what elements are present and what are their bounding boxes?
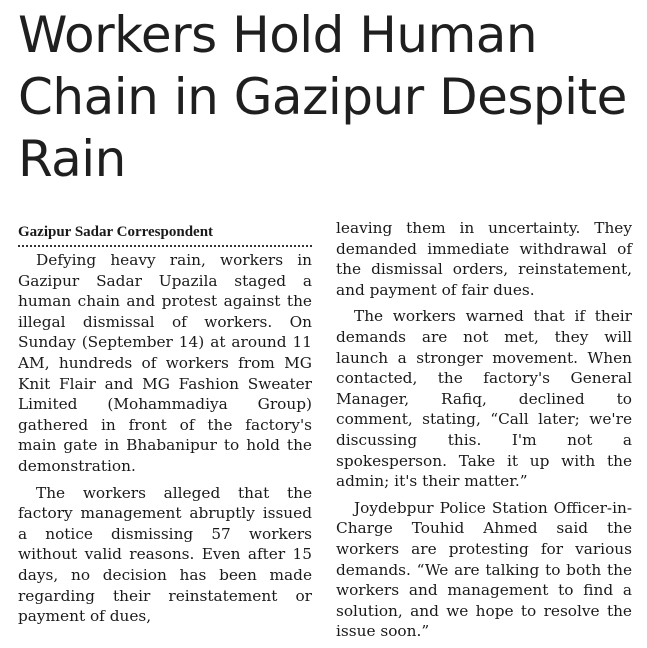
paragraph-continued: leaving them in uncertainty. They demanded immediate withdrawal of the dismissal orders, reinstatement, and payment of fair dues.: [336, 219, 632, 299]
paragraph: Defying heavy rain, workers in Gazipur Sadar Upazila staged a human chain and protest against the illegal dismissal of workers. On Sunday (September 14) at around 11 AM, hundreds of workers from MG Knit Flair and MG Fashion Sweater Limited (Mohammadiya Group) gathered in front of the factory's main gate in Bhabanipur to hold the demonstration.: [18, 251, 312, 475]
paragraph: The workers warned that if their demands are not met, they will launch a stronger movement. When contacted, the factory's General Manager, Rafiq, declined to comment, stating, “Call later; we're discussing this. I'm not a spokesperson. Take it up with the admin; it's their matter.”: [336, 307, 632, 491]
headline: Workers Hold Human Chain in Gazipur Despite Rain: [18, 6, 627, 188]
article-column-right: [336, 218, 632, 648]
paragraph: The workers alleged that the factory management abruptly issued a notice dismissing 57 workers without valid reasons. Even after 15 days, no decision has been made regarding their reinstatement or payment of dues,: [18, 483, 312, 626]
byline: Gazipur Sadar Correspondent: [18, 222, 312, 247]
article-column-left: [18, 222, 312, 633]
paragraph: Joydebpur Police Station Officer-in-Charge Touhid Ahmed said the workers are protesting for various demands. “We are talking to both the workers and management to find a solution, and we hope to resolve the issue soon.”: [336, 498, 632, 641]
